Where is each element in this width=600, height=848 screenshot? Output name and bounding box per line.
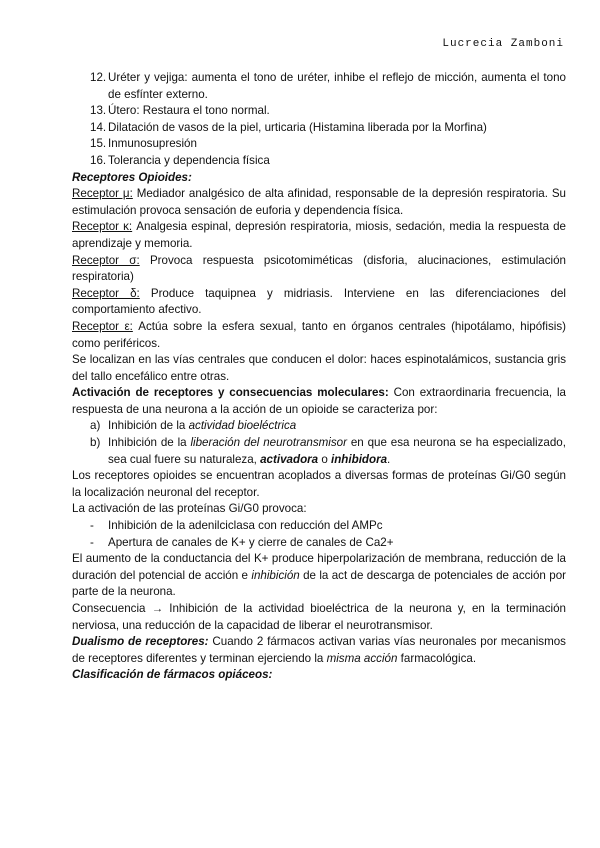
list-item: 14. Dilatación de vasos de la piel, urticaria (Histamina liberada por la Morfina): [90, 120, 487, 134]
list-item: a) Inhibición de la actividad bioeléctrica: [90, 419, 297, 433]
receptor-location: Se localizan en las vías centrales que conducen el dolor: haces espinotalámicos, sustancia gris del tallo encefálico entre otras.: [72, 353, 566, 383]
receptor-mu-label: Receptor μ:: [72, 187, 133, 201]
receptor-mu: Receptor μ: Mediador analgésico de alta afinidad, responsable de la depresión respiratoria. Su estimulación provoca sensación de euforia y dependencia física.: [72, 187, 566, 217]
receptor-sigma: Receptor σ: Provoca respuesta psicotomiméticas (disforia, alucinaciones, estimulación respiratoria): [72, 253, 566, 284]
receptor-sigma-label: Receptor σ:: [72, 253, 140, 267]
receptor-kappa: Receptor κ: Analgesia espinal, depresión respiratoria, miosis, sedación, media la respuesta de aprendizaje y memoria.: [72, 220, 566, 250]
receptor-delta: Receptor δ: Produce taquipnea y midriasis. Interviene en las diferenciaciones del comportamiento afectivo.: [72, 286, 566, 317]
activation-paragraph: Activación de receptores y consecuencias moleculares: Con extraordinaria frecuencia, la respuesta de una neurona a la acción de un opioide se caracteriza por:: [72, 386, 566, 416]
list-item: 13. Útero: Restaura el tono normal.: [90, 104, 270, 118]
conductance-paragraph: El aumento de la conductancia del K+ produce hiperpolarización de membrana, reducción de la duración del potencial de acción e inhibición de la act de descarga de potenciales de acción por parte de la neurona.: [72, 552, 566, 599]
receptors-heading: Receptores Opioides:: [72, 170, 192, 184]
receptor-epsilon-label: Receptor ε:: [72, 319, 133, 333]
dualism-paragraph: Dualismo de receptores: Cuando 2 fármacos activan varias vías neuronales por mecanismos de receptores diferentes y terminan ejerciendo la misma acción farmacológica.: [72, 635, 566, 665]
activation-list: [72, 418, 566, 468]
receptor-epsilon: Receptor ε: Actúa sobre la esfera sexual, tanto en órganos centrales (hipotálamo, hipófisis) como periféricos.: [72, 319, 567, 350]
receptor-kappa-label: Receptor κ:: [72, 220, 133, 234]
list-item: 12. Uréter y vejiga: aumenta el tono de uréter, inhibe el reflejo de micción, aumenta el tono de esfínter externo.: [90, 71, 566, 101]
consequence-paragraph: Consecuencia → Inhibición de la actividad bioeléctrica de la neurona y, en la terminación nerviosa, una reducción de la capacidad de liberar el neurotransmisor.: [72, 602, 566, 632]
list-item: - Apertura de canales de K+ y cierre de canales de Ca2+: [90, 535, 394, 549]
document-body: [72, 70, 566, 684]
list-item: b) Inhibición de la liberación del neurotransmisor en que esa neurona se ha especializado, sea cual fuere su naturaleza, activadora o inhibidora.: [90, 436, 566, 466]
gprotein-list: [72, 518, 566, 551]
effects-list: [72, 70, 566, 170]
receptor-delta-label: Receptor δ:: [72, 286, 140, 300]
list-item: 16. Tolerancia y dependencia física: [90, 153, 270, 167]
gprotein-intro: La activación de las proteínas Gi/G0 provoca:: [72, 502, 307, 516]
dualism-heading: Dualismo de receptores:: [72, 635, 209, 649]
classification-heading: Clasificación de fármacos opiáceos:: [72, 668, 273, 682]
author-name: Lucrecia Zamboni: [442, 38, 564, 50]
coupling-paragraph: Los receptores opioides se encuentran acoplados a diversas formas de proteínas Gi/G0 según la localización neuronal del receptor.: [72, 469, 566, 499]
activation-heading: Activación de receptores y consecuencias moleculares:: [72, 386, 389, 400]
list-item: 15. Inmunosupresión: [90, 137, 197, 151]
list-item: - Inhibición de la adenilciclasa con reducción del AMPc: [90, 519, 383, 533]
